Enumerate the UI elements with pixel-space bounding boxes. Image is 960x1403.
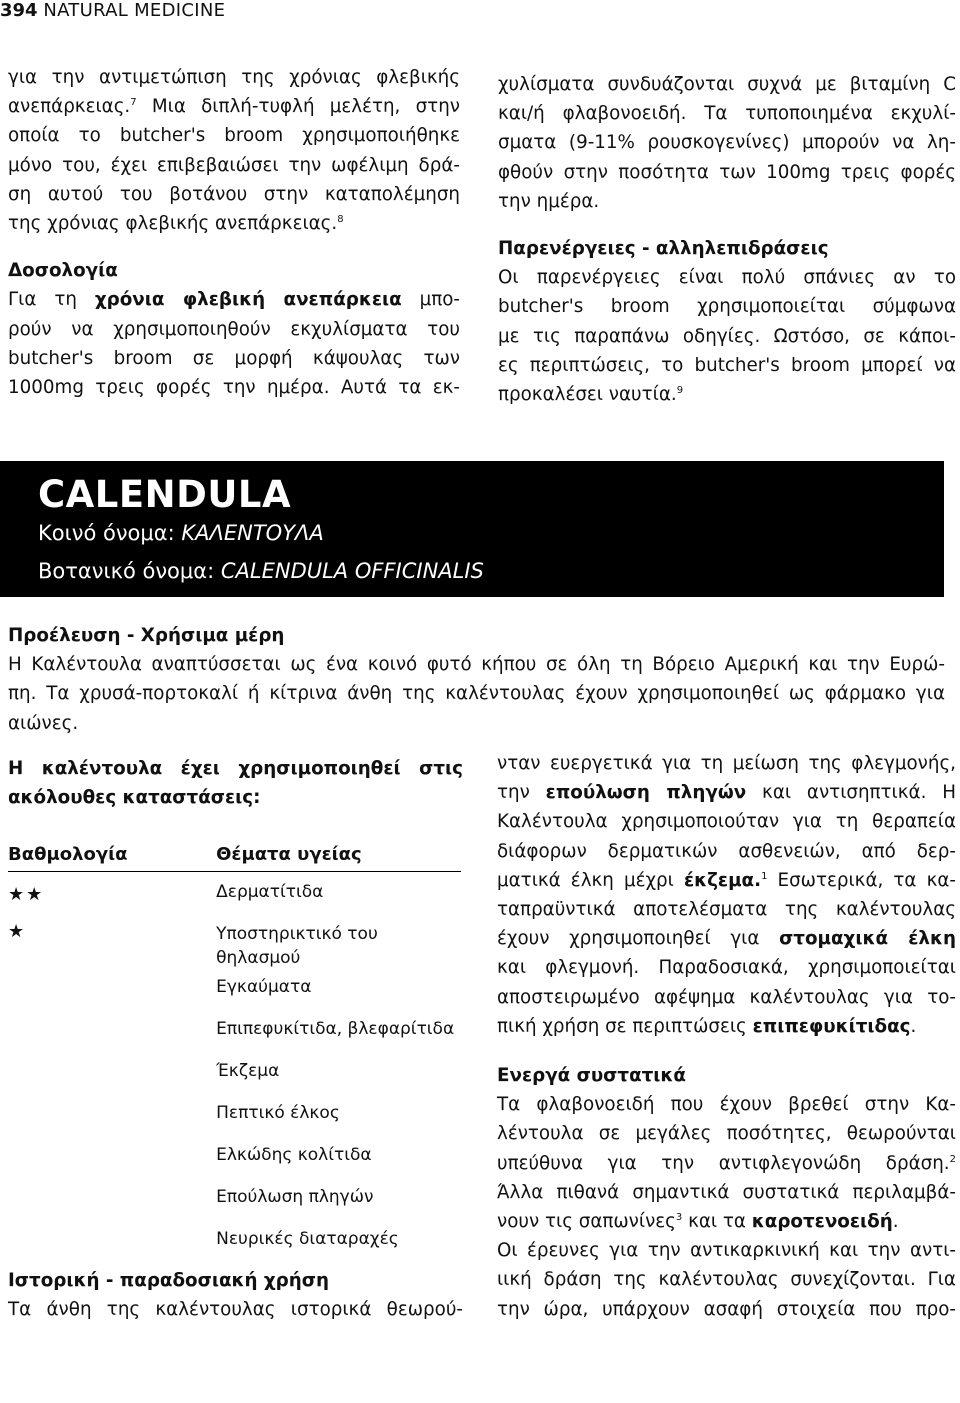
text-line: της χρόνιας φλεβικής ανεπάρκειας.$^8$ [8,213,344,235]
text-line: λέντουλα σε μεγάλες ποσότητες, θεωρούνται [497,1123,956,1145]
text-line: Άλλα πιθανά σημαντικά συστατικά περιλαμβά- [497,1181,956,1203]
text-line: προκαλέσει ναυτία.$^9$ [498,384,684,406]
health-topic: Επούλωση πληγών [216,1187,374,1207]
text-line: για την αντιμετώπιση της χρόνιας φλεβικής [8,67,460,88]
rating-stars [8,1180,216,1222]
text-line: οποία το butcher's broom χρησιμοποιήθηκε [8,125,460,147]
conditions-intro [8,754,463,812]
text-line: υπεύθυνα για την αντιφλεγονώδη δράση.$^2$ [497,1152,956,1174]
running-header [0,0,225,21]
table-row [8,872,461,918]
text-line: Καλέντουλα χρησιμοποιούταν για τη θεραπεία [497,811,956,833]
active-ingredients-heading: Ενεργά συστατικά [497,1065,686,1087]
rating-stars [8,1222,216,1264]
herb-title: CALENDULA [38,473,292,516]
table-row [8,1054,461,1096]
text-line: διάφορων δερματικών ασθενειών, από δερ- [497,840,956,862]
table-row [8,1012,461,1054]
top-right-column [498,70,956,409]
health-topic: Επιπεφυκίτιδα, βλεφαρίτιδα [216,1019,455,1039]
text-line: νουν τις σαπωνίνες$^3$ και τα καροτενοειδή. [497,1211,899,1233]
health-topic: Υποστηρικτικό του θηλασμού [216,924,378,968]
health-topic: Δερματίτιδα [216,882,324,902]
text-line: πική χρήση σε περιπτώσεις επιπεφυκίτιδας. [497,1015,917,1037]
botanical-name: Βοτανικό όνομα: CALENDULA OFFICINALIS [38,559,484,583]
rating-stars [8,1054,216,1096]
table-row [8,1138,461,1180]
table-row [8,1096,461,1138]
text-line: φθούν στην ποσότητα των 100mg τρεις φορές [498,161,956,183]
rating-stars: ★★ [8,884,45,905]
text-line: νταν ευεργετικά για τη μείωση της φλεγμονής, [497,753,956,774]
text-line: Οι έρευνες για την αντικαρκινική και την αντι- [497,1240,956,1262]
health-topic: Πεπτικό έλκος [216,1103,340,1123]
dosage-heading: Δοσολογία [8,260,118,282]
text-line: μόνο του, έχει επιβεβαιώσει την ωφέλιμη δρά- [8,154,460,176]
bottom-right-column [497,749,956,1324]
origin-section [8,621,945,738]
text-line: ταπραϋντικά αποτελέσματα της καλέντουλας [497,899,956,921]
page-number: 394 [0,0,38,21]
text-line: butcher's broom σε μορφή κάψουλας των [8,347,460,369]
text-line: ματικά έλκη μέχρι έκζεμα.$^1$ Εσωτερικά, τα κα- [497,869,956,891]
text-line: την ώρα, υπάρχουν ασαφή στοιχεία που προ- [497,1298,956,1320]
text-line: σματα (9-11% ρουσκογενίνες) μπορούν να λη- [498,132,956,154]
rating-stars: ★ [8,921,27,942]
text-line: και/ή φλαβονοειδή. Τα τυποποιημένα εκχυλί- [498,103,956,125]
text-line: ιική δράση της καλέντουλας συνεχίζονται. Για [497,1269,956,1291]
text-line: την ημέρα. [498,190,600,212]
column-header-rating: Βαθμολογία [8,840,216,872]
text-line: Τα φλαβονοειδή που έχουν βρεθεί στην Κα- [497,1094,956,1116]
text-line: ανεπάρκειας.$^7$ Μια διπλή-τυφλή μελέτη, στην [8,96,460,118]
text-line: ση αυτού του βοτάνου στην καταπολέμηση [8,183,460,205]
text-line: χυλίσματα συνδυάζονται συχνά με βιταμίνη C [498,74,956,95]
health-topic: Ελκώδης κολίτιδα [216,1145,372,1165]
health-topic: Νευρικές διαταραχές [216,1229,399,1249]
text-line: Η Καλέντουλα αναπτύσσεται ως ένα κοινό φυτό κήπου σε όλη τη Βόρειο Αμερική και την Ευρώ- [8,654,945,676]
text-line: Η καλέντουλα έχει χρησιμοποιηθεί στις [8,758,463,779]
table-header-row [8,840,461,872]
text-line: με τις παραπάνω οδηγίες. Ωστόσο, σε κάποι- [498,325,956,347]
text-line: butcher's broom χρησιμοποιείται σύμφωνα [498,296,956,318]
herb-banner [0,461,944,597]
text-line: έχουν χρησιμοποιηθεί για στομαχικά έλκη [497,928,956,950]
text-line: Για τη χρόνια φλεβική ανεπάρκεια μπο- [8,289,461,311]
column-header-topics: Θέματα υγείας [216,840,461,872]
book-title: NATURAL MEDICINE [43,0,226,21]
rating-stars [8,1138,216,1180]
text-line: ες περιπτώσεις, το butcher's broom μπορεί να [498,354,956,376]
rating-stars [8,1096,216,1138]
text-line: ακόλουθες καταστάσεις: [8,787,261,809]
table-row [8,1180,461,1222]
top-left-column [8,63,460,402]
ratings-table [8,840,461,1264]
rating-stars [8,970,216,1012]
history-section [8,1266,463,1324]
side-effects-heading: Παρενέργειες - αλληλεπιδράσεις [498,238,829,260]
text-line: την επούλωση πληγών και αντισηπτικά. Η [497,782,956,804]
table-row [8,1222,461,1264]
text-line: ρούν να χρησιμοποιηθούν εκχυλίσματα του [8,318,460,340]
table-row [8,970,461,1012]
text-line: 1000mg τρεις φορές την ημέρα. Αυτά τα εκ- [8,377,460,399]
table-row [8,917,461,970]
health-topic: Εγκαύματα [216,977,312,997]
text-line: και φλεγμονή. Παραδοσιακά, χρησιμοποιείται [497,957,956,979]
history-heading: Ιστορική - παραδοσιακή χρήση [8,1270,330,1291]
text-line: πη. Τα χρυσά-πορτοκαλί ή κίτρινα άνθη της καλέντουλας έχουν χρησιμοποιηθεί ως φάρμακο για [8,683,945,705]
rating-stars [8,1012,216,1054]
text-line: αιώνες. [8,712,79,734]
text-line: Οι παρενέργειες είναι πολύ σπάνιες αν το [498,267,956,289]
text-line: Τα άνθη της καλέντουλας ιστορικά θεωρού- [8,1299,463,1321]
origin-heading: Προέλευση - Χρήσιμα μέρη [8,625,285,646]
text-line: αποστειρωμένο αφέψημα καλέντουλας για το- [497,986,956,1008]
common-name: Κοινό όνομα: ΚΑΛΕΝΤΟΥΛΑ [38,521,324,545]
health-topic: Έκζεμα [216,1061,280,1081]
